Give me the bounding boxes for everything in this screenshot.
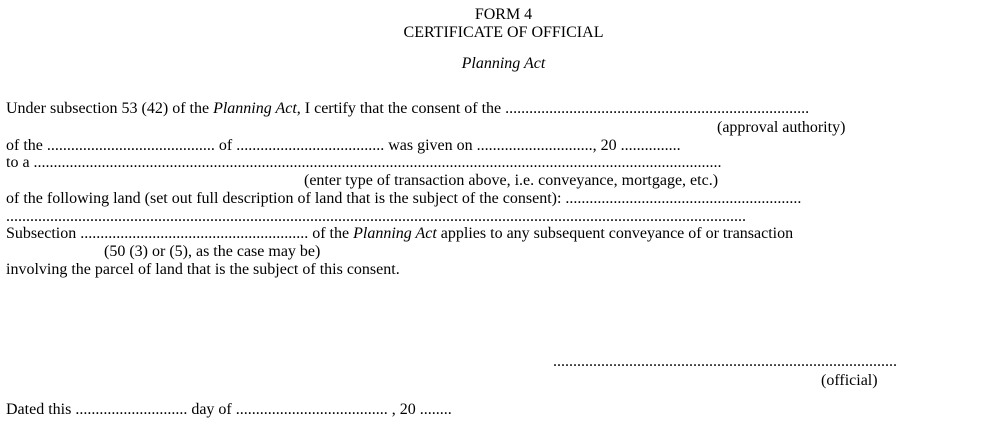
- official-caption: (official): [821, 372, 878, 389]
- line-text: , I certify that the consent of the ............................................................................: [296, 100, 810, 117]
- line-text: applies to any subsequent conveyance of or transaction: [436, 225, 794, 242]
- subsection-caption: (50 (3) or (5), as the case may be): [104, 243, 321, 260]
- signature-line: ......................................................................................: [553, 353, 897, 370]
- line-text: Subsection ......................................................... of the: [6, 225, 354, 242]
- transaction-type-caption: (enter type of transaction above, i.e. conveyance, mortgage, etc.): [304, 172, 719, 189]
- transaction-line: to a ............................................................................................................................................................................: [6, 154, 722, 171]
- act-reference: Planning Act: [213, 100, 297, 117]
- act-name: Planning Act: [461, 55, 546, 72]
- certification-line: [6, 100, 809, 118]
- line-text: Under subsection 53 (42) of the: [6, 100, 214, 117]
- consent-date-line: of the .......................................... of ..................................... was given on ............................., 20 ...............: [6, 137, 681, 154]
- parcel-line: involving the parcel of land that is the subject of this consent.: [6, 261, 400, 278]
- act-reference: Planning Act: [353, 225, 437, 242]
- form-number: FORM 4: [474, 6, 533, 23]
- dated-line: Dated this ............................ day of ...................................... , 20 ........: [6, 401, 452, 418]
- land-description-line: of the following land (set out full description of land that is the subject of the consent): ...........................................................: [6, 190, 802, 207]
- form-title: CERTIFICATE OF OFFICIAL: [403, 24, 604, 41]
- approval-authority-caption: (approval authority): [717, 119, 846, 136]
- subsection-line: [6, 225, 793, 243]
- land-description-continuation: .........................................................................................................................................................................................: [6, 208, 746, 225]
